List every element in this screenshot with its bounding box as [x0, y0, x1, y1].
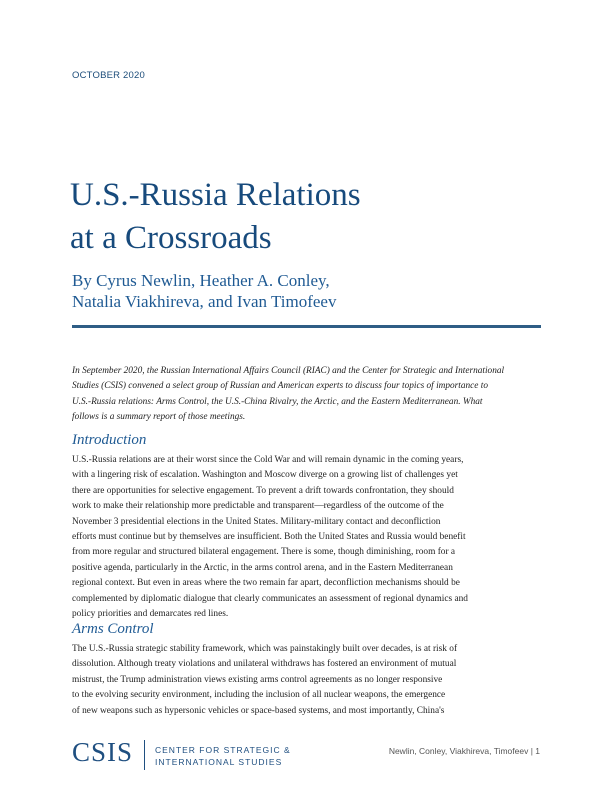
paragraph-line: to the evolving security environment, including the inclusion of all nuclear weapons, the emergence	[72, 690, 446, 701]
introduction-heading: Introduction	[72, 432, 147, 448]
arms-control-paragraph	[72, 642, 542, 719]
paragraph-line: with a lingering risk of escalation. Washington and Moscow diverge on a growing list of challenges yet	[72, 470, 458, 481]
paragraph-line: U.S.-Russia relations are at their worst since the Cold War and will remain dynamic in the coming years,	[72, 455, 464, 465]
author-list	[72, 270, 336, 312]
introduction-paragraph	[72, 453, 542, 622]
paragraph-line: work to make their relationship more predictable and transparent—regardless of the outcome of the	[72, 501, 444, 512]
paragraph-line: positive agenda, particularly in the Arctic, in the arms control arena, and in the Eastern Mediterranean	[72, 562, 453, 573]
paragraph-line: The U.S.-Russia strategic stability framework, which was painstakingly built over decades, is at risk of	[72, 644, 458, 654]
organization-name	[155, 744, 291, 768]
title-line-1: U.S.-Russia Relations	[70, 177, 361, 213]
title-divider	[72, 325, 541, 328]
org-line-2: INTERNATIONAL STUDIES	[155, 757, 283, 767]
footer-divider	[144, 740, 145, 770]
summary-line: Studies (CSIS) convened a select group of Russian and American experts to discuss four topics of importance to	[72, 381, 488, 392]
page-footer-info: Newlin, Conley, Viakhireva, Timofeev | 1	[388, 746, 540, 756]
authors-line-1: By Cyrus Newlin, Heather A. Conley,	[72, 271, 330, 290]
summary-line: follows is a summary report of those meetings.	[72, 412, 246, 423]
summary-line: U.S.-Russia relations: Arms Control, the U.S.-China Rivalry, the Arctic, and the Eastern Mediterranean. What	[72, 396, 483, 407]
org-line-1: CENTER FOR STRATEGIC &	[155, 745, 291, 755]
title-line-2: at a Crossroads	[70, 220, 272, 256]
report-title	[70, 174, 361, 260]
paragraph-line: November 3 presidential elections in the United States. Military-military contact and deconfliction	[72, 516, 441, 527]
summary-line: In September 2020, the Russian International Affairs Council (RIAC) and the Center for Strategic and International	[72, 366, 505, 376]
paragraph-line: dissolution. Although treaty violations and unilateral withdraws has fostered an environment of mutual	[72, 659, 457, 670]
paragraph-line: from more regular and structured bilateral engagement. There is some, though diminishing, room for a	[72, 547, 456, 558]
paragraph-line: of new weapons such as hypersonic vehicles or space-based systems, and most importantly, China's	[72, 705, 445, 716]
paragraph-line: regional context. But even in areas where the two remain far apart, deconfliction mechanisms should be	[72, 578, 460, 589]
paragraph-line: mistrust, the Trump administration views existing arms control agreements as no longer responsive	[72, 674, 443, 685]
report-date: OCTOBER 2020	[72, 70, 145, 81]
paragraph-line: complemented by diplomatic dialogue that clearly communicates an assessment of regional dynamics and	[72, 593, 468, 604]
authors-line-2: Natalia Viakhireva, and Ivan Timofeev	[72, 292, 337, 311]
paragraph-line: there are opportunities for selective engagement. To prevent a drift towards confrontation, they should	[72, 485, 454, 496]
paragraph-line: efforts must continue but by themselves are insufficient. Both the United States and Russia would benefit	[72, 532, 466, 543]
paragraph-line: policy priorities and demarcates red lines.	[72, 609, 229, 620]
arms-control-heading: Arms Control	[72, 621, 154, 637]
summary-paragraph	[72, 364, 542, 426]
csis-logo: CSIS	[72, 737, 134, 767]
